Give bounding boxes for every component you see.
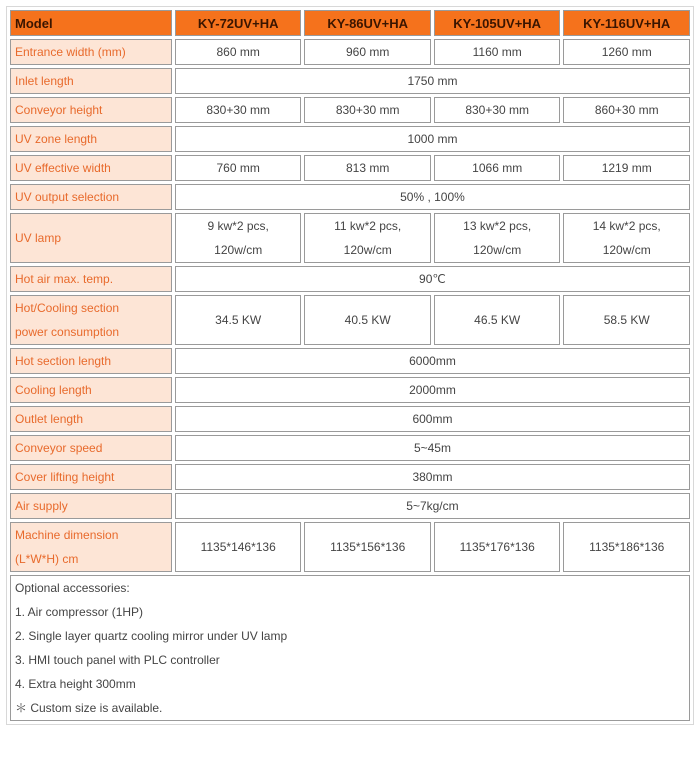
row-uv-output-selection: [10, 184, 690, 210]
row-conveyor-speed: [10, 435, 690, 461]
lamp-intensity: 120w/cm: [214, 243, 263, 257]
cell-value: 760 mm: [175, 155, 302, 181]
cell-value: [563, 213, 690, 263]
row-hot-section-length: [10, 348, 690, 374]
row-label: [10, 295, 172, 345]
cell-value: 1135*146*136: [175, 522, 302, 572]
model-name: KY-72UV+HA: [175, 10, 302, 36]
row-entrance-width: [10, 39, 690, 65]
model-name: KY-105UV+HA: [434, 10, 561, 36]
cell-value: 2000mm: [175, 377, 690, 403]
cell-value: 50% , 100%: [175, 184, 690, 210]
row-label: Cooling length: [10, 377, 172, 403]
cell-value: 1160 mm: [434, 39, 561, 65]
lamp-power: 13 kw*2 pcs,: [463, 219, 532, 233]
cell-value: 830+30 mm: [434, 97, 561, 123]
cell-value: 830+30 mm: [175, 97, 302, 123]
cell-value: 5~45m: [175, 435, 690, 461]
lamp-intensity: 120w/cm: [343, 243, 392, 257]
row-uv-lamp: [10, 213, 690, 263]
row-air-supply: [10, 493, 690, 519]
cell-value: 1750 mm: [175, 68, 690, 94]
row-label: Air supply: [10, 493, 172, 519]
lamp-intensity: 120w/cm: [473, 243, 522, 257]
lamp-power: 14 kw*2 pcs,: [592, 219, 661, 233]
cell-value: 46.5 KW: [434, 295, 561, 345]
cell-value: [304, 213, 431, 263]
row-label: Hot air max. temp.: [10, 266, 172, 292]
cell-value: 380mm: [175, 464, 690, 490]
cell-value: 5~7kg/cm: [175, 493, 690, 519]
model-name: KY-86UV+HA: [304, 10, 431, 36]
row-conveyor-height: [10, 97, 690, 123]
cell-value: 90℃: [175, 266, 690, 292]
lamp-intensity: 120w/cm: [602, 243, 651, 257]
optional-accessories-notes: [10, 575, 690, 721]
model-header: Model: [10, 10, 172, 36]
row-cover-lifting-height: [10, 464, 690, 490]
row-label: Cover lifting height: [10, 464, 172, 490]
cell-value: 1135*156*136: [304, 522, 431, 572]
header-row: [10, 10, 690, 36]
note-item: 1. Air compressor (1HP): [15, 605, 144, 619]
cell-value: 860 mm: [175, 39, 302, 65]
cell-value: 58.5 KW: [563, 295, 690, 345]
row-label: UV zone length: [10, 126, 172, 152]
row-label-line: (L*W*H) cm: [15, 552, 79, 566]
notes-row: [10, 575, 690, 721]
lamp-power: 9 kw*2 pcs,: [207, 219, 269, 233]
row-uv-effective-width: [10, 155, 690, 181]
row-label: UV output selection: [10, 184, 172, 210]
note-item: 4. Extra height 300mm: [15, 677, 136, 691]
row-label: Outlet length: [10, 406, 172, 432]
row-machine-dimension: [10, 522, 690, 572]
cell-value: [434, 213, 561, 263]
row-label: [10, 522, 172, 572]
row-label: Entrance width (mm): [10, 39, 172, 65]
cell-value: 860+30 mm: [563, 97, 690, 123]
cell-value: 1219 mm: [563, 155, 690, 181]
cell-value: 1066 mm: [434, 155, 561, 181]
cell-value: 1135*176*136: [434, 522, 561, 572]
row-label-line: Machine dimension: [15, 528, 119, 542]
row-label: Inlet length: [10, 68, 172, 94]
row-power-consumption: [10, 295, 690, 345]
cell-value: 1135*186*136: [563, 522, 690, 572]
row-label: Hot section length: [10, 348, 172, 374]
row-label: Conveyor height: [10, 97, 172, 123]
row-label: UV lamp: [10, 213, 172, 263]
cell-value: 600mm: [175, 406, 690, 432]
cell-value: 813 mm: [304, 155, 431, 181]
row-label-line: power consumption: [15, 325, 120, 339]
row-inlet-length: [10, 68, 690, 94]
row-hot-air-max-temp: [10, 266, 690, 292]
row-uv-zone-length: [10, 126, 690, 152]
cell-value: 1260 mm: [563, 39, 690, 65]
row-cooling-length: [10, 377, 690, 403]
cell-value: [175, 213, 302, 263]
row-label: UV effective width: [10, 155, 172, 181]
note-item: 3. HMI touch panel with PLC controller: [15, 653, 220, 667]
lamp-power: 11 kw*2 pcs,: [334, 219, 402, 233]
cell-value: 830+30 mm: [304, 97, 431, 123]
cell-value: 40.5 KW: [304, 295, 431, 345]
cell-value: 960 mm: [304, 39, 431, 65]
row-label-line: Hot/Cooling section: [15, 301, 120, 315]
notes-heading: Optional accessories:: [15, 581, 130, 595]
note-item: 2. Single layer quartz cooling mirror under UV lamp: [15, 629, 288, 643]
model-name: KY-116UV+HA: [563, 10, 690, 36]
spec-table: [6, 6, 694, 725]
cell-value: 6000mm: [175, 348, 690, 374]
cell-value: 34.5 KW: [175, 295, 302, 345]
row-label: Conveyor speed: [10, 435, 172, 461]
custom-size-note: ＊ Custom size is available.: [15, 701, 163, 715]
cell-value: 1000 mm: [175, 126, 690, 152]
row-outlet-length: [10, 406, 690, 432]
